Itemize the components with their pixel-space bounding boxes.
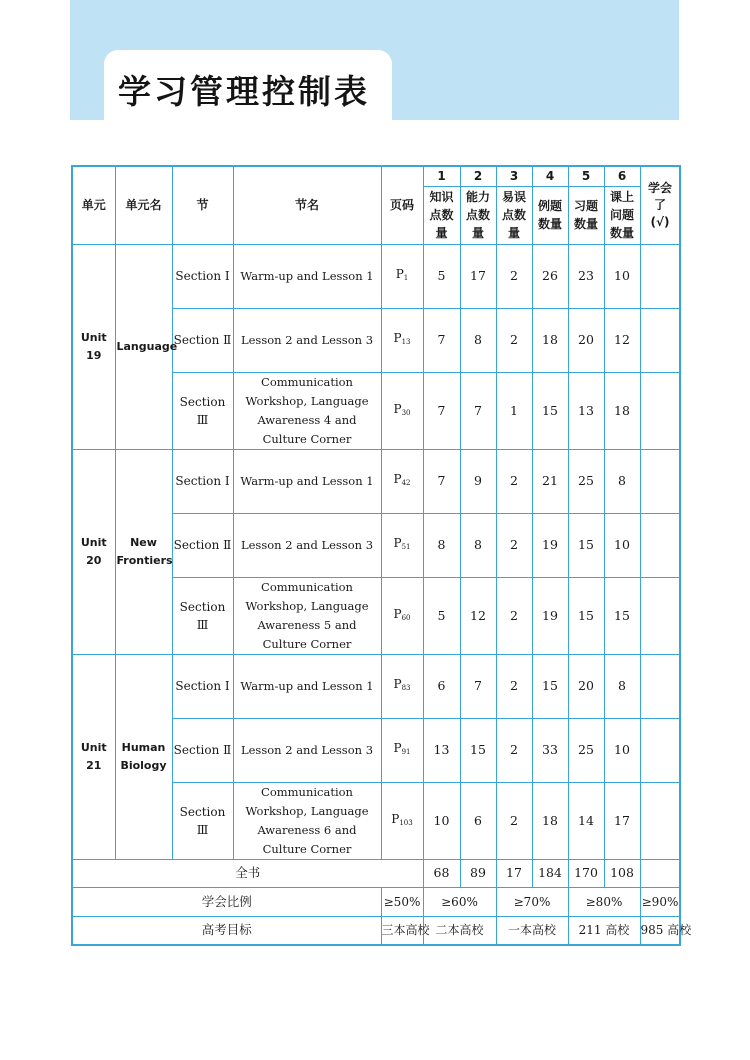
page-letter: P — [393, 331, 402, 345]
page-number: 60 — [401, 613, 411, 622]
count-cell: 25 — [568, 718, 604, 782]
page-letter: P — [395, 267, 404, 281]
header-unit: 单元 — [72, 166, 115, 244]
count-cell: 15 — [460, 718, 496, 782]
count-cell: 7 — [423, 372, 460, 449]
page-letter: P — [393, 472, 402, 486]
count-cell: 23 — [568, 244, 604, 308]
count-cell: 25 — [568, 449, 604, 513]
count-cell: 21 — [532, 449, 568, 513]
header-col-label — [532, 186, 568, 244]
count-cell: 20 — [568, 308, 604, 372]
ratio-cell: ≥80% — [568, 887, 640, 916]
target-cell: 211 高校 — [568, 916, 640, 945]
section-cell: Section Ⅱ — [172, 513, 233, 577]
target-cell: 一本高校 — [496, 916, 568, 945]
header-number-row — [72, 166, 680, 186]
total-cell: 184 — [532, 859, 568, 887]
lesson-name-cell — [233, 372, 381, 449]
count-cell: 8 — [604, 654, 640, 718]
count-cell: 17 — [460, 244, 496, 308]
count-cell: 19 — [532, 577, 568, 654]
count-cell: 12 — [460, 577, 496, 654]
page-letter: P — [393, 677, 402, 691]
count-cell: 15 — [568, 513, 604, 577]
page-letter: P — [393, 741, 402, 755]
header-col-label-text: 课上问题数量 — [609, 190, 634, 240]
learned-checkbox-cell[interactable] — [640, 654, 680, 718]
header-col-label-text: 知识点数量 — [429, 190, 454, 240]
count-cell: 26 — [532, 244, 568, 308]
count-cell: 2 — [496, 654, 532, 718]
header-col-number: 1 — [423, 166, 460, 186]
count-cell: 10 — [423, 782, 460, 859]
page-cell — [381, 244, 423, 308]
page-number: 13 — [401, 338, 411, 346]
unit-name-cell — [115, 654, 172, 859]
unit-name-cell — [115, 449, 172, 654]
lesson-name: Warm-up and Lesson 1 — [240, 678, 374, 693]
page-number: 30 — [401, 408, 411, 417]
count-cell: 5 — [423, 244, 460, 308]
page-number: 51 — [401, 543, 411, 551]
lesson-name-cell — [233, 654, 381, 718]
header-col-label — [423, 186, 460, 244]
lesson-name: Warm-up and Lesson 1 — [240, 268, 374, 283]
count-cell: 7 — [460, 372, 496, 449]
count-cell: 10 — [604, 718, 640, 782]
count-cell: 9 — [460, 449, 496, 513]
count-cell: 12 — [604, 308, 640, 372]
header-col-label — [568, 186, 604, 244]
page-letter: P — [393, 401, 402, 416]
total-cell: 17 — [496, 859, 532, 887]
page-number: 91 — [401, 748, 411, 756]
unit-name-cell — [115, 244, 178, 449]
header-col-number: 4 — [532, 166, 568, 186]
count-cell: 2 — [496, 244, 532, 308]
count-cell: 15 — [532, 654, 568, 718]
page-number: 1 — [403, 274, 409, 282]
count-cell: 7 — [423, 449, 460, 513]
count-cell: 6 — [460, 782, 496, 859]
header-col-label-text: 能力点数量 — [465, 190, 490, 240]
learned-checkbox-cell[interactable] — [640, 449, 680, 513]
count-cell: 8 — [460, 308, 496, 372]
lesson-name: Lesson 2 and Lesson 3 — [240, 332, 374, 347]
unit-cell — [72, 654, 115, 859]
count-cell: 19 — [532, 513, 568, 577]
unit-name-label: New Frontiers — [116, 535, 173, 567]
page-cell — [381, 513, 423, 577]
page-title: 学习管理控制表 — [118, 72, 370, 111]
target-cell: 三本高校 — [381, 916, 423, 945]
count-cell: 15 — [532, 372, 568, 449]
header-col-label-text: 习题数量 — [573, 199, 598, 231]
header-col-label — [460, 186, 496, 244]
count-cell: 15 — [604, 577, 640, 654]
total-cell: 108 — [604, 859, 640, 887]
lesson-name-cell — [233, 577, 381, 654]
page-cell — [381, 308, 423, 372]
page-number: 42 — [401, 479, 411, 487]
header-col-number: 5 — [568, 166, 604, 186]
count-cell: 18 — [532, 308, 568, 372]
table-row — [72, 654, 680, 718]
page-letter: P — [391, 811, 400, 826]
study-control-table — [71, 165, 692, 946]
count-cell: 2 — [496, 308, 532, 372]
page-letter: P — [393, 536, 402, 550]
lesson-name: Warm-up and Lesson 1 — [240, 473, 374, 488]
ratio-row — [72, 887, 680, 916]
target-row — [72, 916, 680, 945]
learned-checkbox-cell[interactable] — [640, 372, 680, 449]
lesson-name-cell — [233, 449, 381, 513]
count-cell: 17 — [604, 782, 640, 859]
count-cell: 15 — [568, 577, 604, 654]
page-cell — [381, 782, 423, 859]
count-cell: 10 — [604, 244, 640, 308]
header-learned — [640, 166, 680, 244]
ratio-label: 学会比例 — [72, 887, 381, 916]
ratio-cell: ≥50% — [381, 887, 423, 916]
count-cell: 10 — [604, 513, 640, 577]
header-col-label-text: 易误点数量 — [501, 190, 526, 240]
page-number: 83 — [401, 684, 411, 692]
section-cell: Section Ⅰ — [172, 244, 233, 308]
total-learned-cell — [640, 859, 680, 887]
section-cell: Section Ⅲ — [172, 372, 233, 449]
page-cell — [381, 449, 423, 513]
unit-name-label: Language — [116, 339, 178, 353]
count-cell: 5 — [423, 577, 460, 654]
section-cell: Section Ⅱ — [172, 308, 233, 372]
header-section-name: 节名 — [233, 166, 381, 244]
header-page: 页码 — [381, 166, 423, 244]
target-cell: 二本高校 — [423, 916, 496, 945]
ratio-cell: ≥90% — [640, 887, 680, 916]
count-cell: 20 — [568, 654, 604, 718]
learned-checkbox-cell[interactable] — [640, 718, 680, 782]
count-cell: 18 — [532, 782, 568, 859]
lesson-name-cell — [233, 782, 381, 859]
count-cell: 13 — [423, 718, 460, 782]
section-cell: Section Ⅰ — [172, 449, 233, 513]
unit-cell — [72, 449, 115, 654]
count-cell: 8 — [604, 449, 640, 513]
unit-cell — [72, 244, 115, 449]
total-cell: 170 — [568, 859, 604, 887]
page-cell — [381, 372, 423, 449]
count-cell: 2 — [496, 449, 532, 513]
header-col-number: 3 — [496, 166, 532, 186]
unit-label: Unit 20 — [80, 535, 107, 567]
header-col-label — [496, 186, 532, 244]
header-col-label — [604, 186, 640, 244]
unit-name-label: Human Biology — [120, 740, 167, 772]
count-cell: 2 — [496, 577, 532, 654]
lesson-name: Communication Workshop, Language Awareness 5 and Culture Corner — [245, 579, 369, 651]
page-number: 103 — [399, 818, 413, 827]
header-unit-name: 单元名 — [115, 166, 172, 244]
total-label: 全书 — [72, 859, 423, 887]
lesson-name: Communication Workshop, Language Awareness 4 and Culture Corner — [245, 374, 369, 446]
header-section: 节 — [172, 166, 233, 244]
learned-checkbox-cell[interactable] — [640, 782, 680, 859]
total-cell: 89 — [460, 859, 496, 887]
lesson-name: Lesson 2 and Lesson 3 — [240, 537, 374, 552]
lesson-name-cell — [233, 513, 381, 577]
count-cell: 6 — [423, 654, 460, 718]
header-col-number: 2 — [460, 166, 496, 186]
section-cell: Section Ⅲ — [172, 577, 233, 654]
header-learned-label: 学会了(√) — [648, 180, 673, 229]
count-cell: 8 — [423, 513, 460, 577]
target-label: 高考目标 — [72, 916, 381, 945]
count-cell: 7 — [460, 654, 496, 718]
lesson-name-cell — [233, 718, 381, 782]
learned-checkbox-cell[interactable] — [640, 308, 680, 372]
unit-label: Unit 21 — [80, 740, 107, 772]
count-cell: 2 — [496, 718, 532, 782]
count-cell: 7 — [423, 308, 460, 372]
count-cell: 33 — [532, 718, 568, 782]
count-cell: 14 — [568, 782, 604, 859]
table-row — [72, 244, 680, 308]
count-cell: 8 — [460, 513, 496, 577]
learned-checkbox-cell[interactable] — [640, 513, 680, 577]
learned-checkbox-cell[interactable] — [640, 577, 680, 654]
total-row — [72, 859, 680, 887]
count-cell: 1 — [496, 372, 532, 449]
lesson-name-cell — [233, 308, 381, 372]
lesson-name-cell — [233, 244, 381, 308]
page-cell — [381, 718, 423, 782]
lesson-name: Lesson 2 and Lesson 3 — [240, 742, 374, 757]
section-cell: Section Ⅱ — [172, 718, 233, 782]
count-cell: 2 — [496, 782, 532, 859]
target-cell: 985 高校 — [640, 916, 680, 945]
count-cell: 13 — [568, 372, 604, 449]
ratio-cell: ≥60% — [423, 887, 496, 916]
page-cell — [381, 577, 423, 654]
unit-label: Unit 19 — [80, 330, 107, 362]
count-cell: 2 — [496, 513, 532, 577]
page-cell — [381, 654, 423, 718]
lesson-name: Communication Workshop, Language Awareness 6 and Culture Corner — [245, 784, 369, 856]
count-cell: 18 — [604, 372, 640, 449]
table-row — [72, 449, 680, 513]
header-col-label-text: 例题数量 — [537, 199, 562, 231]
section-cell: Section Ⅰ — [172, 654, 233, 718]
total-cell: 68 — [423, 859, 460, 887]
learned-checkbox-cell[interactable] — [640, 244, 680, 308]
ratio-cell: ≥70% — [496, 887, 568, 916]
header-col-number: 6 — [604, 166, 640, 186]
section-cell: Section Ⅲ — [172, 782, 233, 859]
page-letter: P — [393, 606, 402, 621]
